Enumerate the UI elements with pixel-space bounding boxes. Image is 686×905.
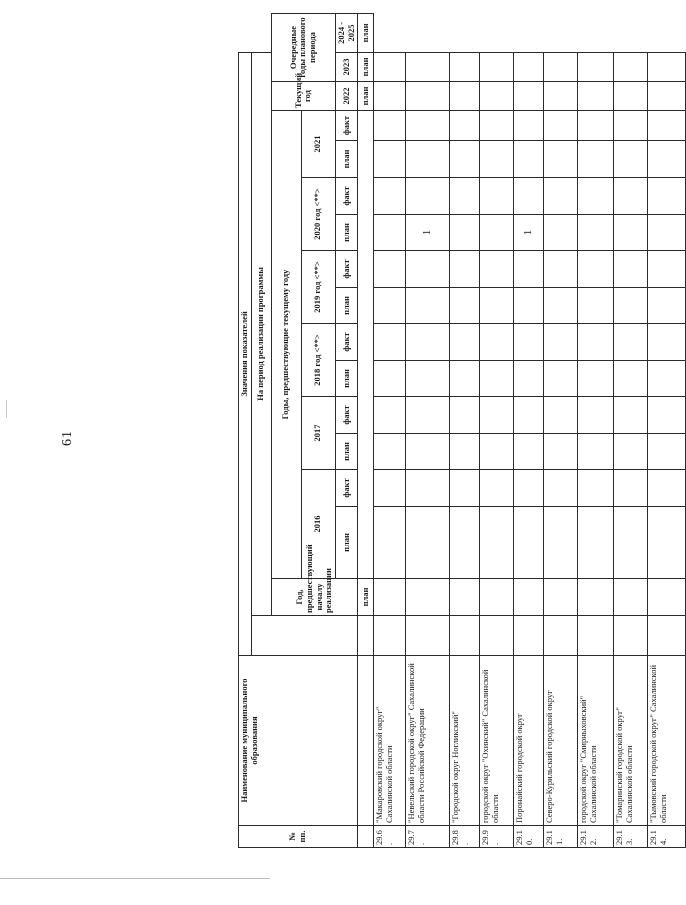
value-cell (578, 507, 614, 579)
value-cell (578, 111, 614, 141)
base-year-header: Год, предшествующий началу реализации (271, 579, 358, 616)
value-cell (514, 251, 544, 288)
value-cell (406, 507, 450, 579)
table-row (544, 14, 578, 848)
value-cell (480, 288, 514, 324)
value-cell (480, 324, 514, 361)
year-2019-header: 2019 год <**> (301, 251, 335, 324)
value-cell (544, 324, 578, 361)
table-row (614, 14, 648, 848)
value-cell (514, 288, 544, 324)
year-2021-header: 2021 (301, 111, 335, 178)
value-cell (450, 111, 480, 141)
value-cell (648, 141, 686, 178)
value-cell (648, 324, 686, 361)
value-cell (514, 616, 544, 656)
value-cell (544, 141, 578, 178)
value-cell (450, 397, 480, 434)
value-cell (374, 288, 406, 324)
plan-2020: план (335, 215, 358, 251)
year-2024-2025-header: 2024 - 2025 (335, 14, 358, 53)
value-cell (514, 397, 544, 434)
fact-2019: факт (335, 251, 358, 288)
row-number: 29.7 . (406, 826, 450, 848)
value-cell (578, 52, 614, 81)
value-cell (614, 507, 648, 579)
year-2016-header: 2016 (301, 470, 335, 579)
value-cell (614, 251, 648, 288)
current-year-header: Текущий год (271, 82, 335, 111)
value-cell (450, 616, 480, 656)
value-cell (450, 361, 480, 397)
value-cell (374, 397, 406, 434)
value-cell (450, 178, 480, 215)
value-cell (544, 361, 578, 397)
value-cell (514, 361, 544, 397)
value-cell (514, 111, 544, 141)
value-cell (544, 52, 578, 81)
value-cell (514, 178, 544, 215)
row-number: 29.1 2. (578, 826, 614, 848)
value-cell (480, 111, 514, 141)
rotated-table-container (238, 13, 669, 848)
value-cell (648, 579, 686, 616)
value-cell-2020-fact (480, 215, 514, 251)
value-cell (648, 178, 686, 215)
value-cell (614, 111, 648, 141)
value-cell (648, 507, 686, 579)
value-cell (648, 82, 686, 111)
value-cell (544, 111, 578, 141)
value-cell (544, 579, 578, 616)
year-2023-header: 2023 (335, 52, 358, 81)
value-cell (544, 397, 578, 434)
value-cell (514, 52, 544, 81)
fact-2021: факт (335, 111, 358, 141)
municipality-name: Поронайский городской округ (514, 656, 544, 826)
value-cell (614, 361, 648, 397)
value-cell (374, 434, 406, 470)
value-cell (450, 82, 480, 111)
value-cell (374, 616, 406, 656)
value-cell (648, 288, 686, 324)
value-cell (406, 82, 450, 111)
plan-2023: план (358, 52, 374, 81)
value-cell (544, 616, 578, 656)
table-row (648, 14, 686, 848)
year-2020-header: 2020 год <**> (301, 178, 335, 251)
previous-years-header: Годы, предшествующие текущему году (271, 111, 301, 579)
value-cell (614, 324, 648, 361)
row-number: 29.8 . (450, 826, 480, 848)
value-cell (480, 507, 514, 579)
value-cell (578, 434, 614, 470)
year-2017-header: 2017 (301, 397, 335, 470)
fact-2018: факт (335, 324, 358, 361)
page-number: 61 (60, 430, 75, 446)
row-number: 29.1 3. (614, 826, 648, 848)
value-cell (578, 288, 614, 324)
value-cell-2020-fact (648, 215, 686, 251)
value-cell (406, 616, 450, 656)
value-cell (406, 178, 450, 215)
value-cell-2020-fact: 1 (406, 215, 450, 251)
value-cell-2020-fact (544, 215, 578, 251)
value-cell (648, 470, 686, 507)
value-cell (406, 288, 450, 324)
value-cell (578, 397, 614, 434)
value-cell (450, 288, 480, 324)
value-cell (374, 470, 406, 507)
municipality-name: "Томаринский городской округ" Сахалинской области (614, 656, 648, 826)
row-number: 29.9 . (480, 826, 514, 848)
value-cell (578, 82, 614, 111)
value-cell (406, 361, 450, 397)
value-cell (614, 397, 648, 434)
value-cell (450, 579, 480, 616)
value-cell-2020-fact (450, 215, 480, 251)
plan-2019: план (335, 288, 358, 324)
row-number: 29.6 . (374, 826, 406, 848)
value-cell (578, 579, 614, 616)
value-cell (578, 470, 614, 507)
value-cell (480, 434, 514, 470)
value-cell (406, 52, 450, 81)
value-cell (514, 470, 544, 507)
value-cell (514, 141, 544, 178)
value-cell (450, 507, 480, 579)
value-cell (480, 361, 514, 397)
value-cell (450, 52, 480, 81)
value-cell (614, 141, 648, 178)
value-cell (406, 141, 450, 178)
value-cell (374, 52, 406, 81)
value-cell (450, 324, 480, 361)
value-cell (648, 397, 686, 434)
table-row (514, 14, 544, 848)
value-cell (648, 52, 686, 81)
value-cell (406, 470, 450, 507)
value-cell (514, 324, 544, 361)
value-cell (480, 470, 514, 507)
value-cell (480, 616, 514, 656)
table-row (578, 14, 614, 848)
value-cell (614, 288, 648, 324)
value-cell (406, 251, 450, 288)
value-cell (614, 470, 648, 507)
value-cell (514, 579, 544, 616)
value-cell (450, 141, 480, 178)
value-cell (450, 434, 480, 470)
value-cell (544, 82, 578, 111)
year-2018-header: 2018 год <**> (301, 324, 335, 397)
municipality-name: городской округ "Охинский" Сахалинской области (480, 656, 514, 826)
value-cell (544, 470, 578, 507)
value-cell (648, 251, 686, 288)
plan-2017: план (335, 434, 358, 470)
value-cell (648, 111, 686, 141)
value-cell (480, 397, 514, 434)
value-cell (578, 141, 614, 178)
value-cell (374, 82, 406, 111)
scan-edge-mark (6, 400, 7, 418)
municipality-name: "Макаровский городской округ" Сахалинской области (374, 656, 406, 826)
value-cell (614, 579, 648, 616)
year-2022-header: 2022 (335, 82, 358, 111)
value-cell-2020-fact (374, 215, 406, 251)
value-cell (480, 251, 514, 288)
value-cell (514, 507, 544, 579)
value-cell (544, 251, 578, 288)
municipality-name: Северо-Курильский городской округ (544, 656, 578, 826)
plan-2024-2025: план (358, 14, 374, 53)
next-years-header: Очередные годы планового периода (271, 14, 335, 82)
value-cell (480, 52, 514, 81)
value-cell (578, 361, 614, 397)
value-cell (374, 579, 406, 616)
value-cell-2020-fact (578, 215, 614, 251)
value-cell (648, 616, 686, 656)
municipality-name: "Тымовский городской округ" Сахалинской области (648, 656, 686, 826)
value-cell (544, 288, 578, 324)
table-row (450, 14, 480, 848)
value-cell (614, 434, 648, 470)
value-cell (614, 52, 648, 81)
value-cell (578, 616, 614, 656)
municipality-name: городской округ "Смирныховский" Сахалинской области (578, 656, 614, 826)
value-cell-2020-fact: 1 (514, 215, 544, 251)
value-cell-2020-fact (614, 215, 648, 251)
value-cell (406, 434, 450, 470)
value-cell (374, 361, 406, 397)
values-group-header: Значения показателей (239, 52, 252, 655)
value-cell (374, 141, 406, 178)
value-cell (374, 178, 406, 215)
value-cell (480, 141, 514, 178)
row-number: 29.1 1. (544, 826, 578, 848)
value-cell (480, 178, 514, 215)
value-cell (578, 324, 614, 361)
value-cell (514, 434, 544, 470)
program-period-header: На период реализации программы (251, 52, 271, 615)
fact-2016: факт (335, 470, 358, 507)
col-num-header: № пп. (239, 826, 358, 848)
value-cell (450, 251, 480, 288)
value-cell (374, 111, 406, 141)
plan-base: план (358, 579, 374, 616)
row-number: 29.1 4. (648, 826, 686, 848)
value-cell (614, 82, 648, 111)
value-cell (406, 397, 450, 434)
municipality-name: "Городской округ Ногликский" (450, 656, 480, 826)
indicators-table (238, 13, 686, 848)
fact-2017: факт (335, 397, 358, 434)
value-cell (406, 579, 450, 616)
plan-2022: план (358, 82, 374, 111)
value-cell (374, 324, 406, 361)
value-cell (374, 251, 406, 288)
value-cell (578, 178, 614, 215)
value-cell (648, 434, 686, 470)
value-cell (406, 111, 450, 141)
value-cell (544, 178, 578, 215)
table-row (480, 14, 514, 848)
row-number: 29.1 0. (514, 826, 544, 848)
fact-2020: факт (335, 178, 358, 215)
plan-2016: план (335, 507, 358, 579)
scan-bottom-line (0, 878, 270, 879)
value-cell (514, 82, 544, 111)
value-cell (614, 178, 648, 215)
value-cell (648, 361, 686, 397)
value-cell (450, 470, 480, 507)
value-cell (614, 616, 648, 656)
value-cell (374, 507, 406, 579)
value-cell (578, 251, 614, 288)
plan-2021: план (335, 141, 358, 178)
value-cell (406, 324, 450, 361)
value-cell (480, 82, 514, 111)
municipality-name: "Невельский городской округ" Сахалинской области Российской Федерации (406, 656, 450, 826)
col-name-header: Наименование муниципального образования (239, 656, 358, 826)
table-row (374, 14, 406, 848)
value-cell (544, 434, 578, 470)
value-cell (480, 579, 514, 616)
plan-2018: план (335, 361, 358, 397)
value-cell (544, 507, 578, 579)
table-row (406, 14, 450, 848)
